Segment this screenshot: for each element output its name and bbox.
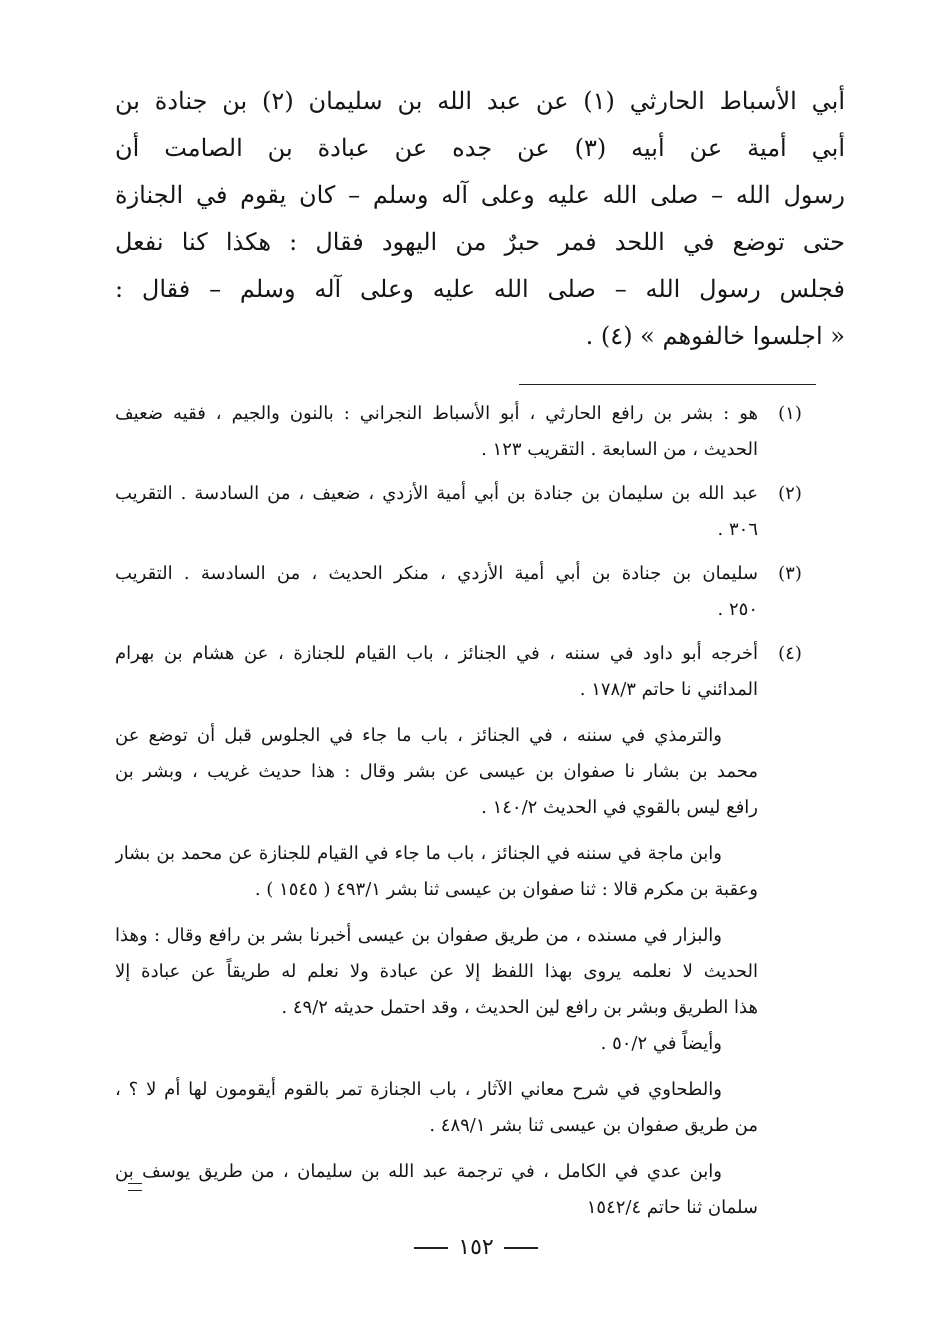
footnote-line: والطحاوي في شرح معاني الآثار ، باب الجنازة تمر بالقوم أيقومون لها أم لا ؟ ، [115,1079,722,1100]
footnote-line: رافع ليس بالقوي في الحديث ١٤٠/٢ . [481,797,758,818]
page-number-value: ١٥٢ [458,1235,494,1260]
footnote-line: وعقبة بن مكرم قالا : ثنا صفوان بن عيسى ثنا بشر ٤٩٣/١ ( ١٥٤٥ ) . [254,879,758,900]
footnote-line: هذا الطريق وبشر بن رافع لين الحديث ، وقد احتمل حديثه ٤٩/٢ . [281,997,758,1018]
footnote-4-paragraph-ibn-adi [115,1154,818,1226]
page-number [0,1233,952,1263]
main-text-block [115,78,845,360]
footnote-line: سليمان بن جنادة بن أبي أمية الأزدي ، منكر الحديث ، من السادسة . التقريب [115,563,758,584]
main-text-line: رسول الله – صلى الله عليه وعلى آله وسلم – كان يقوم في الجنازة [115,181,845,209]
footnote-number: (٣) [778,563,802,584]
footnote-4-paragraph-tahawi [115,1072,818,1144]
main-text-line: « اجلسوا خالفوهم » (٤) . [585,322,845,350]
footnote-line: والبزار في مسنده ، من طريق صفوان بن عيسى أخبرنا بشر بن رافع وقال : وهذا [115,925,722,946]
footnote-line: عبد الله بن سليمان بن جنادة بن أبي أمية الأزدي ، ضعيف ، من السادسة . التقريب [115,483,758,504]
footnote-line: الحديث لا نعلمه يروى بهذا اللفظ إلا عن عبادة ولا نعلم له طريقاً عن عبادة إلا [115,961,758,982]
footnote-number: (١) [778,403,802,424]
main-text-line: أبي الأسباط الحارثي (١) عن عبد الله بن سليمان (٢) بن جنادة بن [115,87,845,115]
footnote-1 [115,396,818,468]
footnote-line: المدائني نا حاتم ١٧٨/٣ . [579,679,758,700]
footnote-line: من طريق صفوان بن عيسى ثنا بشر ٤٨٩/١ . [429,1115,758,1136]
footnote-line: ٣٠٦ . [717,519,758,540]
footnote-line: سلمان ثنا حاتم ١٥٤٢/٤ [586,1197,758,1218]
footnote-line: وأيضاً في ٥٠/٢ . [600,1033,722,1054]
footnote-line: وابن ماجة في سننه في الجنائز ، باب ما جاء في القيام للجنازة عن محمد بن بشار [115,843,722,864]
footnote-2 [115,476,818,548]
footnote-line: والترمذي في سننه ، في الجنائز ، باب ما جاء في الجلوس قبل أن توضع عن [115,725,722,746]
footnote-line: هو : بشر بن رافع الحارثي ، أبو الأسباط النجراني : بالنون والجيم ، فقيه ضعيف [115,403,758,424]
footnote-line: ٢٥٠ . [717,599,758,620]
footnote-separator [519,384,816,385]
main-text-line: أبي أمية عن أبيه (٣) عن جده عن عبادة بن الصامت أن [115,134,845,162]
footnote-number: (٢) [778,483,802,504]
footnote-4 [115,636,818,708]
main-text-line: حتى توضع في اللحد فمر حبرٌ من اليهود فقال : هكذا كنا نفعل [115,228,845,256]
footnote-3 [115,556,818,628]
footnote-line: محمد بن بشار نا صفوان بن عيسى عن بشر وقال : هذا حديث غريب ، وبشر بن [115,761,758,782]
footnote-4-paragraph-bazzar [115,918,818,1062]
footnote-line: الحديث ، من السابعة . التقريب ١٢٣ . [481,439,758,460]
continuation-mark [128,1183,142,1191]
page-number-dash [414,1247,448,1249]
page-number-dash [504,1247,538,1249]
footnote-number: (٤) [778,643,802,664]
footnote-line: وابن عدي في الكامل ، في ترجمة عبد الله بن سليمان ، من طريق يوسف بن [115,1161,722,1182]
main-text-line: فجلس رسول الله – صلى الله عليه وعلى آله وسلم – فقال : [115,275,845,303]
footnote-4-paragraph-tirmidhi [115,718,818,826]
footnote-line: أخرجه أبو داود في سننه ، في الجنائز ، باب القيام للجنازة ، عن هشام بن بهرام [115,643,758,664]
footnote-4-paragraph-ibn-majah [115,836,818,908]
footnotes-block [115,396,818,1226]
